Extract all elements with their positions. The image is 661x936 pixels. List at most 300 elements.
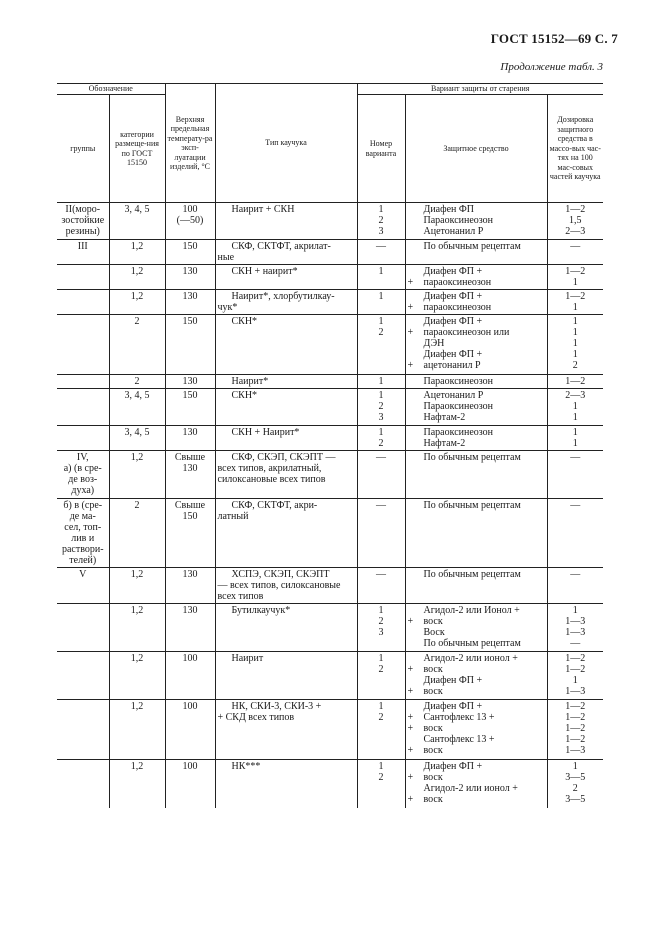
dosage-cell-line: 1—2: [565, 664, 586, 675]
group-cell: [57, 290, 109, 315]
protective-agent-line: [408, 712, 545, 723]
temperature-cell: [165, 760, 215, 808]
dosage-cell: [547, 652, 603, 700]
protective-agent-text: Диафен ФП +: [423, 761, 483, 772]
table-row: [57, 760, 603, 808]
plus-sign: +: [407, 302, 414, 313]
protective-agent-line: [408, 266, 545, 277]
dosage-cell: [547, 700, 603, 760]
protective-agent-text: Диафен ФП +: [423, 266, 483, 277]
variant-number-cell-line: 2: [378, 401, 384, 412]
variant-number-cell: [357, 760, 405, 808]
protective-agent-line: [408, 401, 545, 412]
variant-number-cell-line: 1: [378, 390, 384, 401]
rubber-type-cell-line: всех типов, акрилатный,: [217, 463, 322, 474]
protective-agent-text: Агидол-2 или ионол +: [423, 783, 518, 794]
dosage-cell: [547, 499, 603, 568]
plus-sign: +: [407, 686, 414, 697]
dosage-cell: [547, 604, 603, 652]
group-cell-line: резины): [65, 226, 100, 237]
protective-agent-line: [408, 686, 545, 697]
table-row: [57, 604, 603, 652]
category-cell: 3, 4, 5: [109, 203, 165, 240]
variant-number-cell-line: 1: [378, 761, 384, 772]
group-cell: [57, 389, 109, 426]
dosage-cell-line: 3—5: [565, 772, 586, 783]
rubber-type-cell: [215, 604, 357, 652]
table-body: [57, 203, 603, 808]
group-cell: [57, 652, 109, 700]
rubber-type-cell: [215, 240, 357, 265]
variant-number-cell: [357, 700, 405, 760]
rubber-type-cell-line: Бутилкаучук*: [231, 605, 291, 616]
table-row: [57, 315, 603, 375]
temperature-cell-line: 130: [182, 463, 198, 474]
variant-number-cell: [357, 315, 405, 375]
dosage-cell: [547, 568, 603, 604]
protective-agent-text: Параоксинеозон: [423, 401, 494, 412]
dosage-cell: [547, 760, 603, 808]
rubber-type-cell-line: Наирит: [231, 653, 264, 664]
dosage-cell-line: 1—3: [565, 616, 586, 627]
antiaging-protection-table: [57, 83, 603, 808]
rubber-type-cell: [215, 389, 357, 426]
dosage-cell-line: 1—2: [565, 376, 586, 387]
dosage-header: Дозировка защитного средства в массо-вых час-тях на 100 мас-совых частей каучука: [547, 95, 603, 203]
group-cell-line: III: [77, 241, 88, 252]
dosage-cell-line: 1—2: [565, 701, 586, 712]
protective-agent-line: [408, 500, 545, 511]
rubber-type-cell-line: СКФ, СКТФТ, акрилат-: [231, 241, 331, 252]
group-cell: [57, 568, 109, 604]
plus-sign: +: [407, 360, 414, 371]
dosage-cell-line: 1: [572, 605, 578, 616]
rubber-type-cell: [215, 451, 357, 499]
group-cell: [57, 451, 109, 499]
dosage-cell-line: 3—5: [565, 794, 586, 805]
dosage-cell-line: —: [570, 241, 581, 252]
dosage-cell: [547, 290, 603, 315]
temperature-cell: [165, 375, 215, 389]
temperature-cell: [165, 604, 215, 652]
temperature-cell: [165, 652, 215, 700]
dosage-cell-line: 1: [572, 401, 578, 412]
protective-agent-text: параоксинеозон или: [423, 327, 510, 338]
variant-number-cell-line: —: [376, 569, 386, 580]
rubber-type-cell-line: чук*: [217, 302, 238, 313]
variant-number-cell: [357, 426, 405, 451]
dosage-cell: [547, 203, 603, 240]
temperature-cell: [165, 389, 215, 426]
protective-agent-cell: [405, 604, 547, 652]
rubber-type-cell-line: Наирит + СКН: [231, 204, 295, 215]
protective-agent-text: Диафен ФП +: [423, 675, 483, 686]
protective-agent-text: По обычным рецептам: [423, 452, 521, 463]
rubber-type-cell-line: силоксановые всех типов: [217, 474, 326, 485]
protective-agent-line: [408, 226, 545, 237]
category-cell: 1,2: [109, 700, 165, 760]
dosage-cell-line: 1—2: [565, 723, 586, 734]
group-cell-line: а) (в сре-: [63, 463, 102, 474]
rubber-type-header: Тип каучука: [215, 84, 357, 203]
rubber-type-cell-line: + СКД всех типов: [217, 712, 295, 723]
rubber-type-cell-line: ХСПЭ, СКЭП, СКЭПТ: [231, 569, 330, 580]
variant-number-cell-line: 2: [378, 616, 384, 627]
protective-agent-line: [408, 664, 545, 675]
variant-number-cell-line: 2: [378, 215, 384, 226]
protective-agent-cell: [405, 240, 547, 265]
protective-agent-text: По обычным рецептам: [423, 241, 521, 252]
temperature-cell-line: Свыше: [174, 500, 206, 511]
dosage-cell: [547, 426, 603, 451]
dosage-cell-line: —: [570, 638, 581, 649]
variant-number-cell-line: 1: [378, 266, 384, 277]
protective-agent-line: [408, 438, 545, 449]
protective-agent-line: [408, 376, 545, 387]
table-row: [57, 700, 603, 760]
table-row: [57, 265, 603, 290]
plus-sign: +: [407, 712, 414, 723]
plus-sign: +: [407, 277, 414, 288]
protective-agent-text: По обычным рецептам: [423, 500, 521, 511]
category-cell: 1,2: [109, 290, 165, 315]
temperature-cell: [165, 451, 215, 499]
dosage-cell-line: —: [570, 569, 581, 580]
variant-number-cell: [357, 240, 405, 265]
table-row: [57, 203, 603, 240]
protective-agent-line: [408, 327, 545, 338]
category-header: категории размеще-ния по ГОСТ 15150: [109, 95, 165, 203]
protective-agent-text: воск: [423, 616, 443, 627]
designation-header: Обозначение: [57, 84, 165, 95]
category-cell: 1,2: [109, 568, 165, 604]
category-cell: 1,2: [109, 451, 165, 499]
variant-number-cell: [357, 499, 405, 568]
category-cell: 1,2: [109, 760, 165, 808]
protective-agent-line: [408, 627, 545, 638]
variant-number-cell-line: 2: [378, 438, 384, 449]
dosage-cell-line: 1—3: [565, 686, 586, 697]
dosage-cell-line: 1—2: [565, 204, 586, 215]
variant-number-cell-line: 2: [378, 664, 384, 675]
rubber-type-cell-line: СКН + Наирит*: [231, 427, 300, 438]
group-cell-line: II(моро-: [65, 204, 101, 215]
protective-agent-line: [408, 701, 545, 712]
dosage-cell-line: 1: [572, 316, 578, 327]
protective-agent-cell: [405, 265, 547, 290]
protection-variant-header: Вариант защиты от старения: [357, 84, 603, 95]
dosage-cell-line: 1: [572, 427, 578, 438]
temperature-cell: [165, 240, 215, 265]
variant-number-cell-line: 3: [378, 226, 384, 237]
dosage-cell-line: 1: [572, 277, 578, 288]
dosage-cell-line: 2: [572, 783, 578, 794]
dosage-cell-line: 2: [572, 360, 578, 371]
protective-agent-text: воск: [423, 686, 443, 697]
group-cell-line: лив и: [71, 533, 95, 544]
variant-number-cell-line: —: [376, 452, 386, 463]
protective-agent-text: Диафен ФП +: [423, 316, 483, 327]
dosage-cell-line: 1: [572, 327, 578, 338]
protective-agent-line: [408, 772, 545, 783]
variant-number-cell: [357, 265, 405, 290]
temperature-cell: [165, 203, 215, 240]
protective-agent-cell: [405, 700, 547, 760]
category-cell: 3, 4, 5: [109, 426, 165, 451]
temperature-cell: [165, 426, 215, 451]
variant-number-cell-line: 3: [378, 627, 384, 638]
protective-agent-cell: [405, 315, 547, 375]
protective-agent-line: [408, 616, 545, 627]
variant-number-cell: [357, 290, 405, 315]
protective-agent-line: [408, 675, 545, 686]
temperature-cell-line: 150: [182, 241, 198, 252]
dosage-cell: [547, 315, 603, 375]
protective-agent-text: По обычным рецептам: [423, 569, 521, 580]
protective-agent-text: Нафтам-2: [423, 412, 466, 423]
protective-agent-text: Диафен ФП +: [423, 349, 483, 360]
protective-agent-text: Параоксинеозон: [423, 215, 494, 226]
dosage-cell-line: —: [570, 500, 581, 511]
rubber-type-cell-line: СКФ, СКТФТ, акри-: [231, 500, 318, 511]
temperature-cell-line: 100: [182, 204, 198, 215]
rubber-type-cell: [215, 499, 357, 568]
dosage-cell-line: 1: [572, 412, 578, 423]
temperature-cell-line: 100: [182, 653, 198, 664]
plus-sign: +: [407, 616, 414, 627]
rubber-type-cell-line: Наирит*, хлорбутилкау-: [231, 291, 335, 302]
group-cell-line: б) в (сре-: [63, 500, 103, 511]
protective-agent-text: воск: [423, 745, 443, 756]
protective-agent-text: Диафен ФП: [423, 204, 475, 215]
variant-number-cell-line: 1: [378, 316, 384, 327]
protective-agent-text: По обычным рецептам: [423, 638, 521, 649]
variant-number-cell: [357, 568, 405, 604]
rubber-type-cell: [215, 265, 357, 290]
category-cell: 3, 4, 5: [109, 389, 165, 426]
protective-agent-cell: [405, 760, 547, 808]
table-row: [57, 652, 603, 700]
rubber-type-cell: [215, 652, 357, 700]
plus-sign: +: [407, 664, 414, 675]
upper-temp-header: Верхняя предельная температу-ра эксп-луатации изделий, °С: [165, 84, 215, 203]
group-cell: [57, 426, 109, 451]
page-title: ГОСТ 15152—69 С. 7: [490, 31, 618, 46]
protective-agent-text: Диафен ФП +: [423, 291, 483, 302]
protective-agent-line: [408, 783, 545, 794]
protective-agent-text: Параоксинеозон: [423, 427, 494, 438]
protective-agent-text: Агидол-2 или Ионол +: [423, 605, 520, 616]
rubber-type-cell: [215, 290, 357, 315]
rubber-type-cell: [215, 375, 357, 389]
dosage-cell-line: 1—2: [565, 291, 586, 302]
temperature-cell-line: 130: [182, 291, 198, 302]
protective-agent-text: Сантофлекс 13 +: [423, 712, 495, 723]
protective-agent-text: воск: [423, 664, 443, 675]
protective-agent-line: [408, 745, 545, 756]
dosage-cell-line: 1: [572, 349, 578, 360]
dosage-cell-line: 1—2: [565, 653, 586, 664]
rubber-type-cell: [215, 315, 357, 375]
protective-agent-text: ДЭН: [423, 338, 445, 349]
table-row: [57, 499, 603, 568]
variant-number-cell-line: 1: [378, 204, 384, 215]
plus-sign: +: [407, 745, 414, 756]
category-cell: 2: [109, 315, 165, 375]
category-cell: 1,2: [109, 265, 165, 290]
table-row: [57, 451, 603, 499]
protective-agent-line: [408, 638, 545, 649]
dosage-cell-line: 1: [572, 675, 578, 686]
plus-sign: +: [407, 723, 414, 734]
protective-agent-line: [408, 723, 545, 734]
group-cell-line: де воз-: [68, 474, 98, 485]
variant-number-cell: [357, 375, 405, 389]
protective-agent-line: [408, 302, 545, 313]
temperature-cell-line: 130: [182, 569, 198, 580]
group-cell: [57, 700, 109, 760]
protective-agent-cell: [405, 375, 547, 389]
protective-agent-cell: [405, 451, 547, 499]
temperature-cell-line: 100: [182, 761, 198, 772]
dosage-cell-line: 1: [572, 438, 578, 449]
rubber-type-cell: [215, 426, 357, 451]
protective-agent-line: [408, 241, 545, 252]
variant-number-cell-line: 1: [378, 427, 384, 438]
temperature-cell-line: 130: [182, 427, 198, 438]
protective-agent-text: Ацетонанил Р: [423, 390, 484, 401]
variant-number-cell-line: 2: [378, 772, 384, 783]
protective-agent-cell: [405, 203, 547, 240]
protective-agent-text: ацетонанил Р: [423, 360, 481, 371]
variant-number-cell-line: 1: [378, 653, 384, 664]
protective-agent-line: [408, 794, 545, 805]
plus-sign: +: [407, 772, 414, 783]
group-cell-line: духа): [71, 485, 95, 496]
protective-agent-text: параоксинеозон: [423, 302, 492, 313]
temperature-cell: [165, 290, 215, 315]
rubber-type-cell-line: СКФ, СКЭП, СКЭПТ —: [231, 452, 336, 463]
protective-agent-line: [408, 316, 545, 327]
dosage-cell-line: 1: [572, 761, 578, 772]
rubber-type-cell: [215, 568, 357, 604]
group-cell: [57, 265, 109, 290]
protective-agent-cell: [405, 290, 547, 315]
rubber-type-cell-line: всех типов: [217, 591, 264, 602]
variant-number-cell: [357, 451, 405, 499]
variant-number-cell-line: 1: [378, 376, 384, 387]
protective-agent-line: [408, 761, 545, 772]
temperature-cell-line: Свыше: [174, 452, 206, 463]
protective-agent-line: [408, 360, 545, 371]
protective-agent-line: [408, 291, 545, 302]
temperature-cell-line: 130: [182, 376, 198, 387]
table-row: [57, 389, 603, 426]
variant-number-cell-line: 3: [378, 412, 384, 423]
table-row: [57, 290, 603, 315]
temperature-cell: [165, 700, 215, 760]
group-cell: [57, 604, 109, 652]
group-cell-line: сел, топ-: [64, 522, 102, 533]
category-cell: 1,2: [109, 652, 165, 700]
group-cell-line: телей): [69, 555, 97, 566]
group-cell: [57, 760, 109, 808]
dosage-cell-line: —: [570, 452, 581, 463]
temperature-cell: [165, 499, 215, 568]
protective-agent-line: [408, 653, 545, 664]
variant-number-cell-line: —: [376, 500, 386, 511]
plus-sign: +: [407, 327, 414, 338]
temperature-cell: [165, 568, 215, 604]
plus-sign: +: [407, 794, 414, 805]
rubber-type-cell-line: ные: [217, 252, 235, 263]
group-cell-line: V: [79, 569, 87, 580]
protective-agent-cell: [405, 652, 547, 700]
dosage-cell: [547, 451, 603, 499]
protective-agent-line: [408, 734, 545, 745]
protective-agent-header: Защитное средство: [405, 95, 547, 203]
temperature-cell-line: (—50): [176, 215, 204, 226]
dosage-cell: [547, 375, 603, 389]
temperature-cell: [165, 315, 215, 375]
dosage-cell-line: 1—3: [565, 627, 586, 638]
category-cell: 1,2: [109, 604, 165, 652]
rubber-type-cell: [215, 203, 357, 240]
protective-agent-text: Ацетонанил Р: [423, 226, 484, 237]
group-cell-line: де ма-: [69, 511, 96, 522]
group-cell: [57, 375, 109, 389]
group-header: группы: [57, 95, 109, 203]
dosage-cell: [547, 389, 603, 426]
protective-agent-line: [408, 215, 545, 226]
dosage-cell-line: 1: [572, 338, 578, 349]
protective-agent-text: Сантофлекс 13 +: [423, 734, 495, 745]
rubber-type-cell-line: Наирит*: [231, 376, 269, 387]
dosage-cell-line: 1—3: [565, 745, 586, 756]
variant-number-cell: [357, 652, 405, 700]
protective-agent-text: Нафтам-2: [423, 438, 466, 449]
protective-agent-cell: [405, 568, 547, 604]
protective-agent-text: Воск: [423, 627, 445, 638]
dosage-cell-line: 1—2: [565, 734, 586, 745]
category-cell: 2: [109, 375, 165, 389]
protective-agent-line: [408, 349, 545, 360]
variant-number-cell-line: 1: [378, 291, 384, 302]
rubber-type-cell-line: — всех типов, силоксановые: [217, 580, 341, 591]
table-row: [57, 426, 603, 451]
dosage-cell-line: 1—2: [565, 266, 586, 277]
temperature-cell-line: 150: [182, 511, 198, 522]
variant-number-cell: [357, 203, 405, 240]
category-cell: 1,2: [109, 240, 165, 265]
group-cell: [57, 499, 109, 568]
variant-number-cell: [357, 604, 405, 652]
protective-agent-line: [408, 605, 545, 616]
category-cell: 2: [109, 499, 165, 568]
protective-agent-text: воск: [423, 794, 443, 805]
variant-number-cell-line: 2: [378, 712, 384, 723]
rubber-type-cell: [215, 700, 357, 760]
temperature-cell: [165, 265, 215, 290]
protective-agent-line: [408, 277, 545, 288]
temperature-cell-line: 100: [182, 701, 198, 712]
table-row: [57, 375, 603, 389]
temperature-cell-line: 150: [182, 316, 198, 327]
temperature-cell-line: 130: [182, 605, 198, 616]
rubber-type-cell-line: СКН*: [231, 316, 258, 327]
protective-agent-text: параоксинеозон: [423, 277, 492, 288]
protective-agent-text: воск: [423, 772, 443, 783]
